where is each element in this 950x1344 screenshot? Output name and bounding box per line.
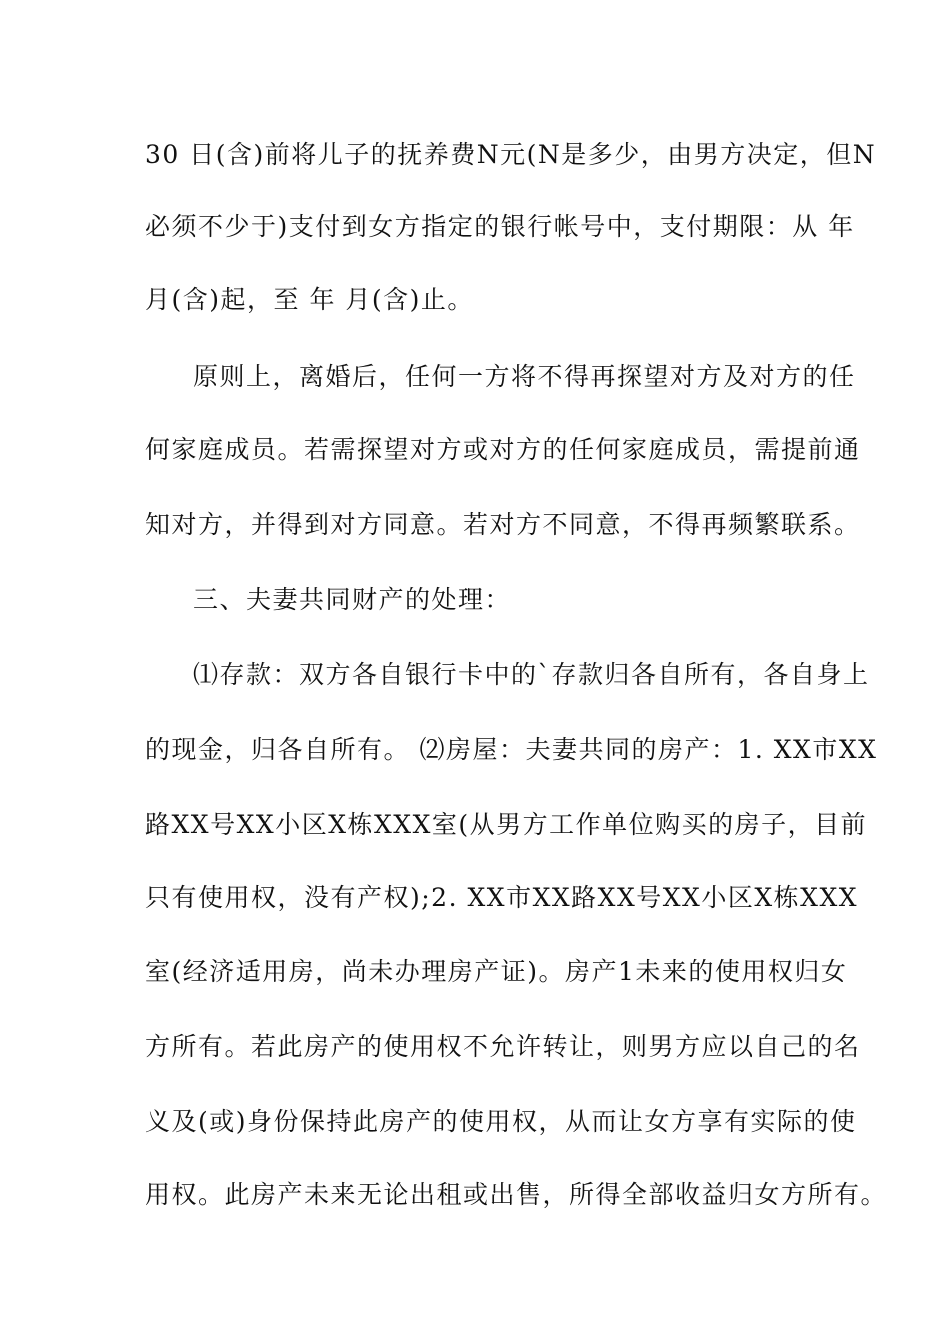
text-line: 知对方，并得到对方同意。若对方不同意，不得再频繁联系。 (145, 510, 861, 539)
text-line: 义及(或)身份保持此房产的使用权，从而让女方享有实际的使 (145, 1107, 857, 1136)
text-line: 路XX号XX小区X栋XXX室(从男方工作单位购买的房子，目前 (145, 810, 868, 839)
text-line: 30 日(含)前将儿子的抚养费N元(N是多少，由男方决定，但N (145, 140, 877, 169)
text-line: 月(含)起，至 年 月(含)止。 (145, 285, 474, 314)
text-line: 用权。此房产未来无论出租或出售，所得全部收益归女方所有。 (145, 1180, 888, 1209)
text-line: 何家庭成员。若需探望对方或对方的任何家庭成员，需提前通 (145, 435, 861, 464)
section-heading: 三、夫妻共同财产的处理： (193, 585, 512, 614)
text-line: 室(经济适用房，尚未办理房产证)。房产1未来的使用权归女 (145, 957, 848, 986)
text-line: 方所有。若此房产的使用权不允许转让，则男方应以自己的名 (145, 1032, 861, 1061)
paragraph-first-line: 原则上，离婚后，任何一方将不得再探望对方及对方的任 (193, 362, 856, 391)
text-line: 必须不少于)支付到女方指定的银行帐号中，支付期限：从 年 (145, 212, 855, 241)
text-line: 只有使用权，没有产权);2. XX市XX路XX号XX小区X栋XXX (145, 883, 859, 912)
paragraph-first-line: ⑴存款：双方各自银行卡中的`存款归各自所有，各自身上 (193, 660, 870, 689)
text-line: 的现金，归各自所有。 ⑵房屋：夫妻共同的房产：1. XX市XX (145, 735, 878, 764)
